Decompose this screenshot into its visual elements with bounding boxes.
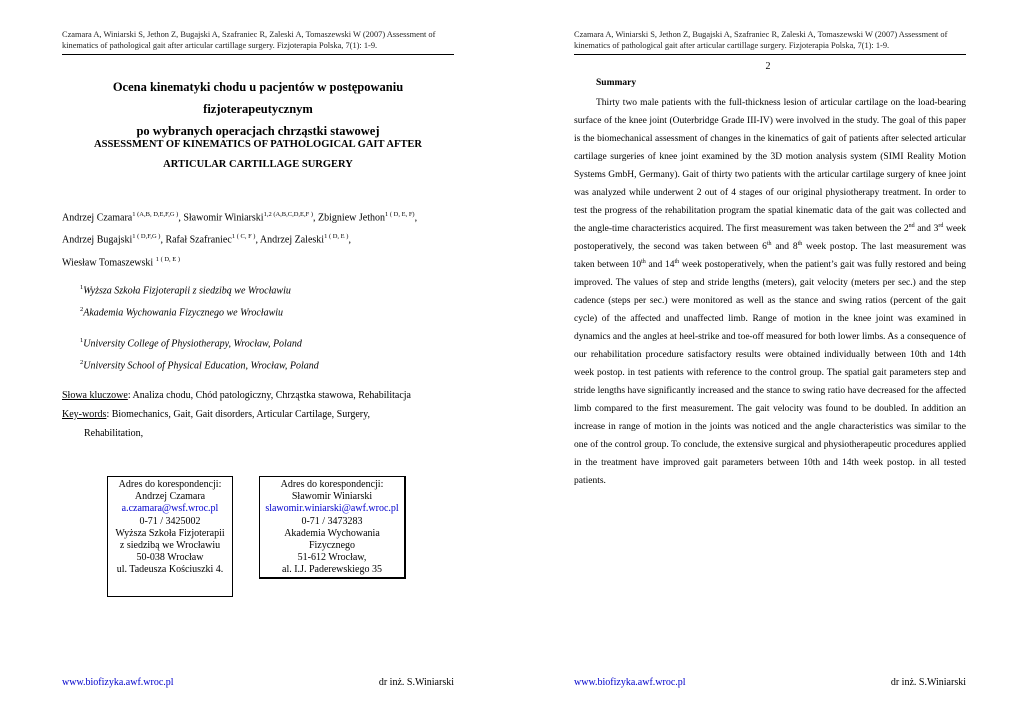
- keywords: [62, 386, 462, 443]
- box-line: Adres do korespondencji:: [280, 479, 384, 490]
- summary-text: and 14: [645, 260, 675, 270]
- english-title-line: ARTICULAR CARTILLAGE SURGERY: [163, 159, 353, 170]
- english-title-line: ASSESSMENT OF KINEMATICS OF PATHOLOGICAL GAIT AFTER: [94, 139, 422, 150]
- ordinal-suffix: th: [766, 240, 772, 247]
- box-line: Akademia Wychowania Fizycznego: [284, 527, 380, 552]
- summary-text: and 8: [771, 242, 798, 252]
- affiliation: [80, 353, 460, 375]
- keywords-polish-label: Słowa kluczowe: [62, 390, 128, 401]
- keywords-english: [62, 405, 462, 424]
- author-separator: ,: [160, 234, 166, 246]
- email-link[interactable]: slawomir.winiarski@awf.wroc.pl: [265, 503, 399, 515]
- summary-text: and 3: [914, 224, 939, 234]
- citation-header: [574, 29, 966, 51]
- keywords-english-text: : Biomechanics, Gait, Gait disorders, Articular Cartilage, Surgery,: [106, 409, 370, 420]
- affiliation-number: 1: [80, 284, 84, 291]
- author-name: Sławomir Winiarski: [183, 212, 264, 224]
- affiliation: [80, 278, 460, 300]
- polish-title: [62, 76, 454, 142]
- summary-text: Thirty two male patients with the full-thickness lesion of articular cartilage on the load-bearing surface of the knee joint (Outerbridge Grade III-IV) were involved in the study. The goal of this paper is the biomechanical assessment of changes in the kinematics of gait of patients after selected articular cartilage surgeries of knee joint examined by the 3D motion analysis system (SIMI Reality Motion Systems GmbH, Germany). Gait of thirty two patients with the articular cartilage surgery of knee joint was analyzed while underwent 2 out of 4 stages of our original physiotherapy treatment. In order to test the progress of the rehabilitation program the spatial kinematic data of the gait was collected and the angle-time characteristics acquired. The first measurement was taken between the 2: [574, 98, 966, 234]
- citation-line: kinematics of pathological gait after articular cartillage surgery. Fizjoterapia Polska, 7(1): 1-9.: [62, 41, 378, 50]
- keywords-polish-text: : Analiza chodu, Chód patologiczny, Chrząstka stawowa, Rehabilitacja: [127, 390, 411, 401]
- citation-line: kinematics of pathological gait after articular cartillage surgery. Fizjoterapia Polska, 7(1): 1-9.: [574, 41, 890, 50]
- box-line: 0-71 / 3473283: [301, 515, 363, 527]
- author-line: [62, 205, 462, 227]
- summary-text: week postoperatively, the second was taken between 6: [574, 224, 967, 252]
- author-separator: ,: [313, 212, 319, 224]
- citation-line: Czamara A, Winiarski S, Jethon Z, Bugajski A, Szafraniec R, Zaleski A, Tomaszewski W (2007) Assessment of: [62, 30, 436, 39]
- email-link[interactable]: a.czamara@wsf.wroc.pl: [121, 503, 219, 515]
- author-contribution: 1 ( D, E ): [324, 233, 349, 241]
- affiliation-number: 2: [80, 359, 84, 367]
- summary-text: week postop. The last measurement was taken between 10: [574, 242, 966, 270]
- box-line: Adres do korespondencji:: [118, 479, 222, 490]
- box-line: Sławomir Winiarski: [291, 491, 373, 503]
- footer-author: dr inż. S.Winiarski: [378, 677, 454, 688]
- author-name: Andrzej Czamara: [62, 212, 133, 224]
- keywords-english-label: Key-words: [62, 409, 107, 420]
- author-contribution: 1 (A,B, D,E,F,G ): [132, 211, 179, 218]
- author-contribution: 1,2 (A,B,C,D,E,F ): [263, 211, 314, 218]
- polish-title-line: po wybranych operacjach chrząstki stawowej: [136, 124, 380, 138]
- keywords-polish: [62, 386, 462, 405]
- author-separator: ,: [178, 212, 184, 224]
- box-line: Wyższa Szkoła Fizjoterapii: [115, 527, 225, 539]
- box-line: 51-612 Wrocław,: [297, 552, 367, 564]
- page-number: 2: [765, 61, 771, 72]
- ordinal-suffix: th: [641, 258, 646, 265]
- author-contribution: 1 ( D, E ): [155, 255, 181, 263]
- author-list: [62, 205, 462, 272]
- affiliation-text: University College of Physiotherapy, Wrocław, Poland: [83, 338, 302, 350]
- author-name: Andrzej Bugajski: [62, 234, 133, 246]
- affiliations-polish: [80, 278, 460, 323]
- summary-heading: Summary: [596, 78, 637, 88]
- ordinal-suffix: th: [674, 258, 680, 265]
- author-name: Zbigniew Jethon: [318, 212, 385, 224]
- citation-line: Czamara A, Winiarski S, Jethon Z, Bugajski A, Szafraniec R, Zaleski A, Tomaszewski W (2007) Assessment of: [574, 30, 948, 39]
- affiliations-english: [80, 331, 460, 376]
- right-page: [512, 0, 1024, 724]
- correspondence-box-czamara: [107, 476, 233, 597]
- box-line: al. I.J. Paderewskiego 35: [282, 564, 382, 576]
- author-line: [62, 227, 462, 249]
- correspondence-box-winiarski: [259, 476, 406, 579]
- affiliation-text: Akademia Wychowania Fizycznego we Wrocławiu: [83, 307, 284, 319]
- author-line: [62, 250, 462, 272]
- footer-author: dr inż. S.Winiarski: [890, 677, 966, 688]
- affiliation-number: 2: [80, 306, 84, 314]
- footer-link[interactable]: www.biofizyka.awf.wroc.pl: [574, 677, 686, 688]
- box-line: ul. Tadeusza Kościuszki 4.: [116, 564, 224, 576]
- author-name: Andrzej Zaleski: [259, 234, 325, 246]
- affiliation-number: 1: [80, 337, 84, 344]
- ordinal-suffix: nd: [908, 222, 915, 229]
- footer-link[interactable]: www.biofizyka.awf.wroc.pl: [62, 677, 174, 688]
- box-line: z siedzibą we Wrocławiu: [119, 540, 221, 552]
- author-name: Rafał Szafraniec: [165, 234, 232, 246]
- affiliation-text: University School of Physical Education, Wrocław, Poland: [83, 360, 319, 372]
- ordinal-suffix: th: [797, 240, 803, 247]
- author-separator: ,: [414, 212, 418, 224]
- summary-text: week postoperatively, when the patient’s gait was fully restored and being improved. The values of step and stride lengths (meters), gait velocity (meters per sec.) and the step cadence (steps per sec.) were monitored as well as the stance and swing ratios (percent of the gait cycle) of the affected and unaffected limb. Range of motion in the knee joint was examined in dynamics and the angles at heel-strike and toe-off measured for both lower limbs. As a consequence of our rehabilitation procedure satisfactory results were obtained individually between 10th and 14th week postop. in test patients with reference to the control group. The spatial gait parameters step and stride lengths have significantly increased and the stance to swing ratio have decreased for the affected limb compared to the first measurement. The gait velocity was found to be doubled. In addition an increase in range of motion in the joints was noticed and the angle characteristics was similar to the one of the control group. To conclude, the extensive surgical and physiotherapeutic procedures applied in the treatment have improved gait parameters between 10th and 14th week postop. in all tested patients.: [574, 260, 967, 486]
- polish-title-line: Ocena kinematyki chodu u pacjentów w postępowaniu fizjoterapeutycznym: [112, 80, 404, 116]
- affiliation-text: Wyższa Szkoła Fizjoterapii z siedzibą we Wrocławiu: [83, 285, 291, 297]
- citation-header: [62, 29, 454, 51]
- author-name: Wiesław Tomaszewski: [62, 256, 156, 268]
- ordinal-suffix: rd: [938, 222, 944, 229]
- english-title: [62, 135, 454, 175]
- box-line: 50-038 Wrocław: [136, 552, 204, 564]
- author-contribution: 1 ( C, F ): [231, 233, 256, 241]
- affiliation: [80, 331, 460, 353]
- author-separator: ,: [255, 234, 260, 246]
- summary-body: [574, 94, 966, 490]
- box-line: Andrzej Czamara: [134, 491, 206, 503]
- author-contribution: 1 ( D,F,G ): [132, 233, 161, 241]
- box-line: 0-71 / 3425002: [139, 515, 201, 527]
- header-divider: [62, 54, 454, 55]
- keywords-english-continued: Rehabilitation,: [84, 428, 144, 439]
- header-divider: [574, 54, 966, 55]
- author-separator: ,: [348, 234, 351, 246]
- affiliation: [80, 300, 460, 322]
- author-contribution: 1 ( D, E, F): [384, 211, 415, 218]
